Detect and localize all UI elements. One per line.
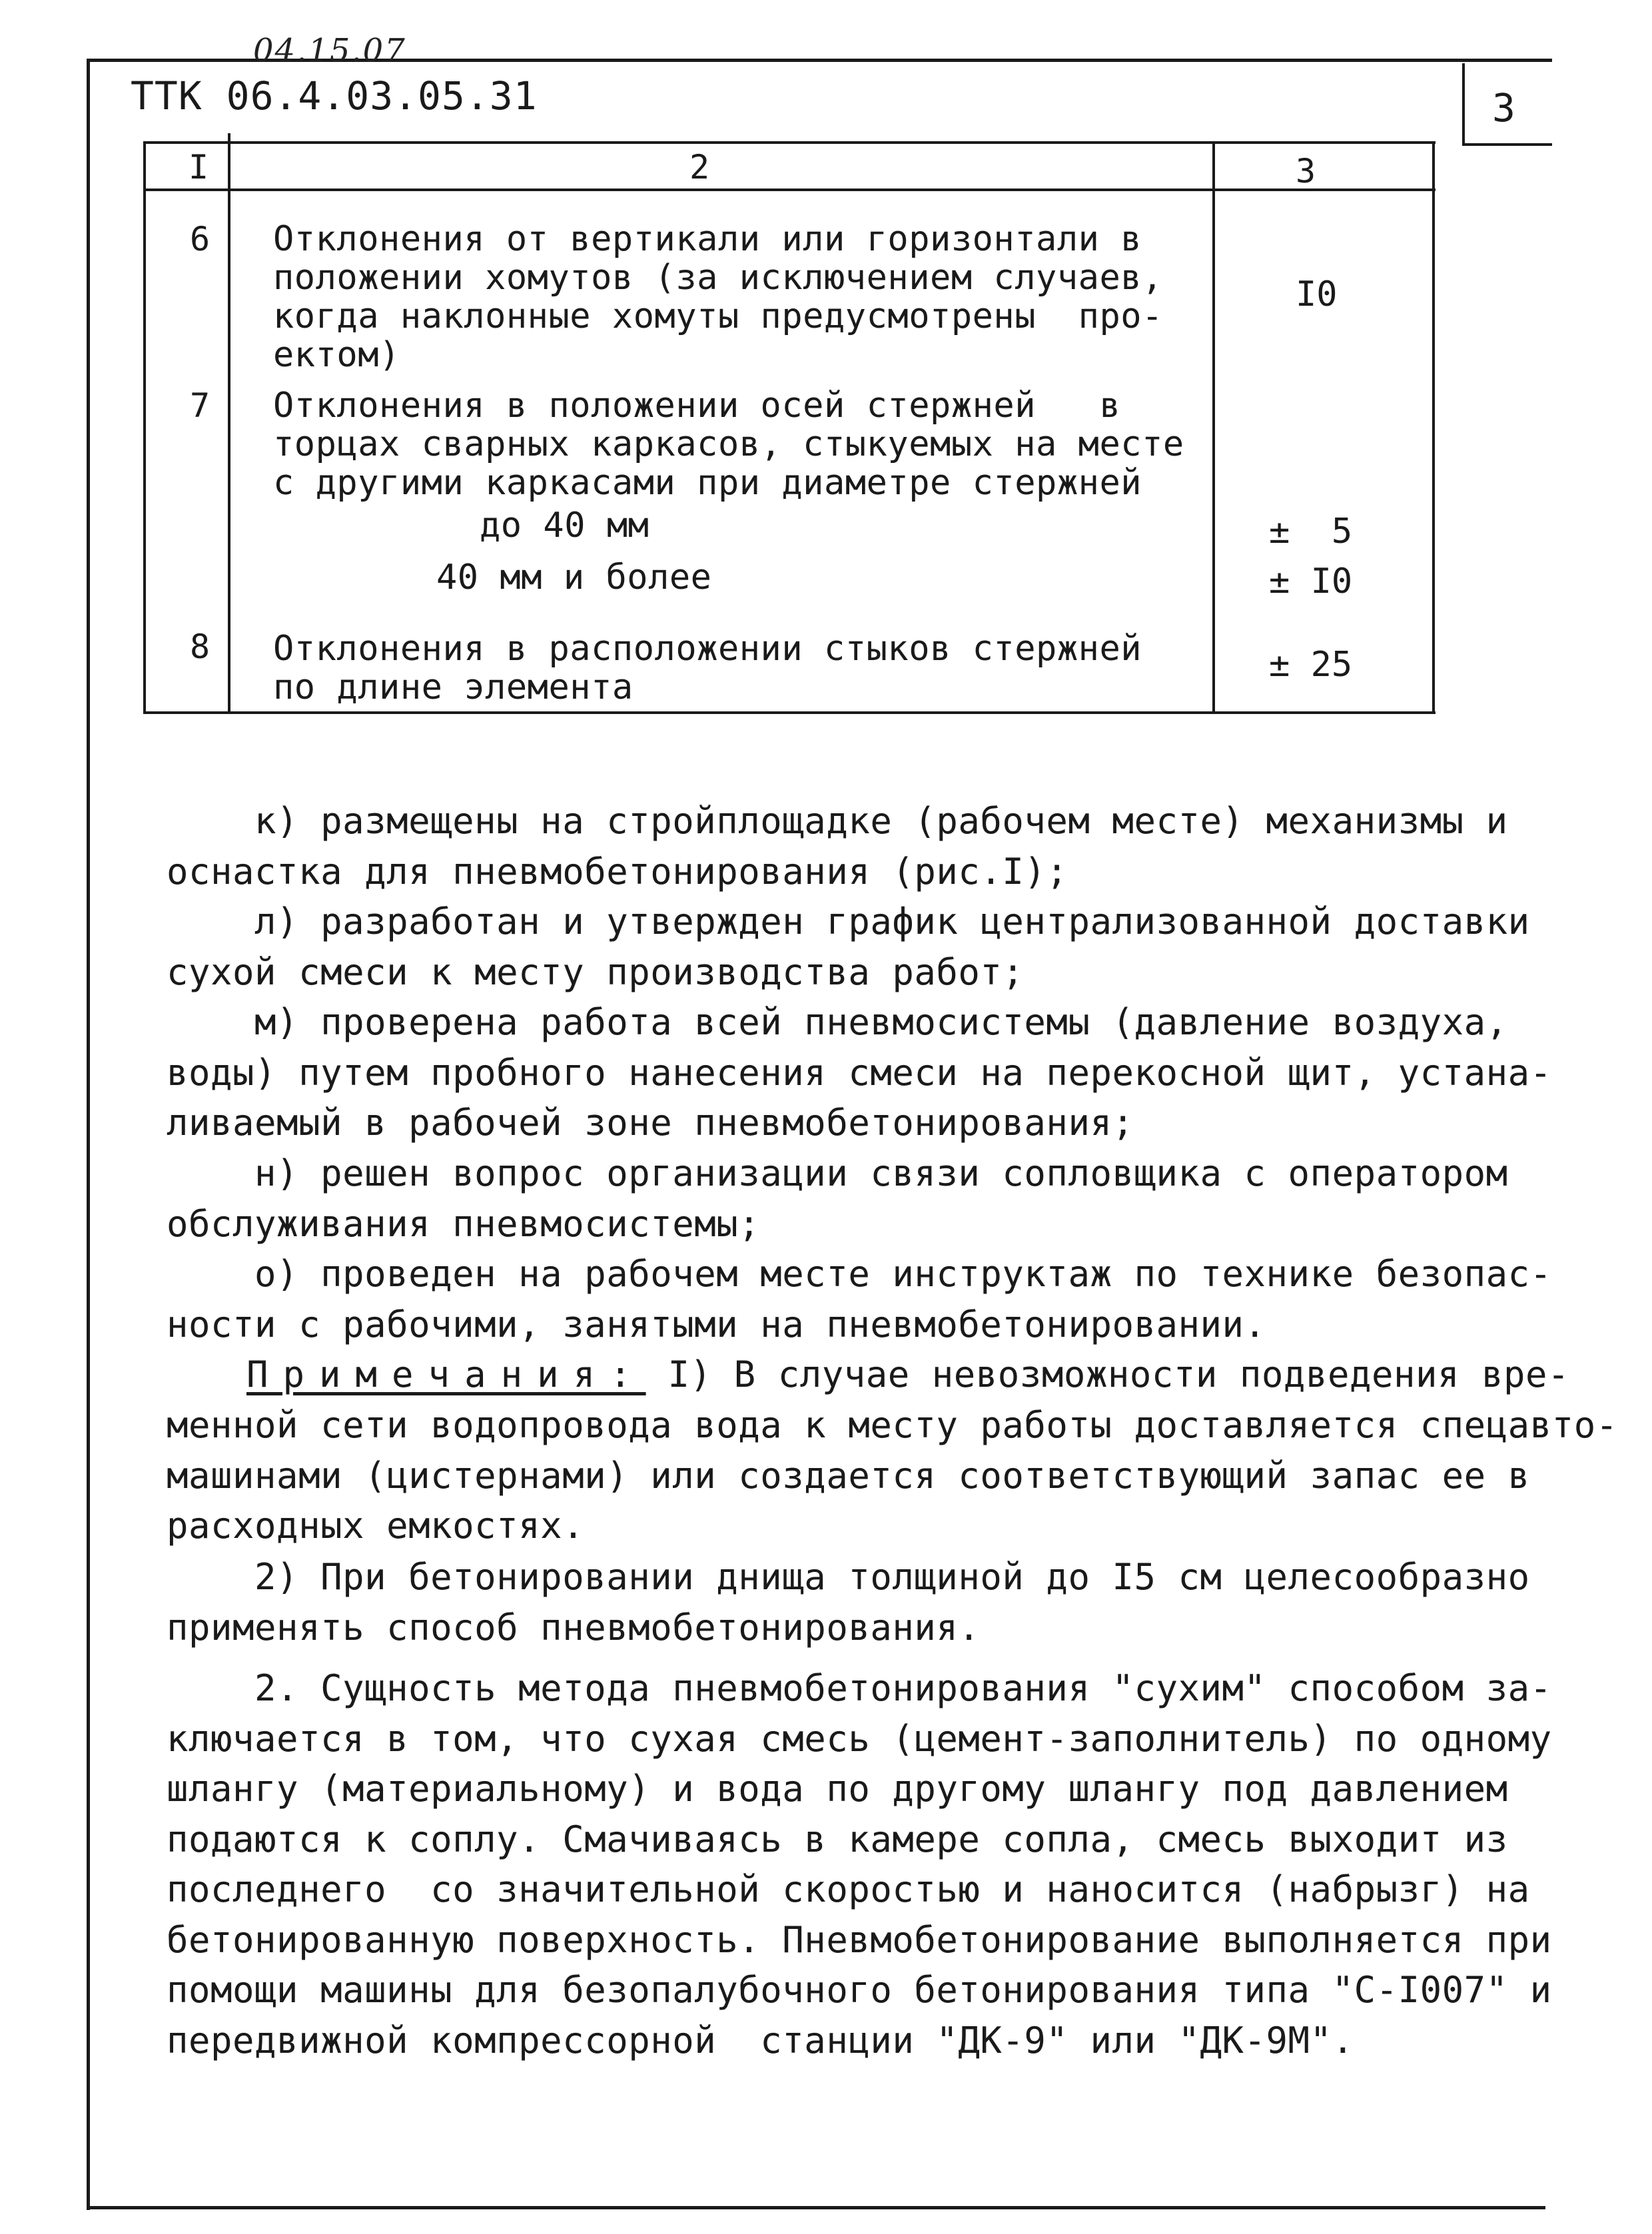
document-code: ТТК 06.4.03.05.31 bbox=[131, 73, 538, 119]
notes-label: Примечания: bbox=[246, 1353, 646, 1395]
section-2-text: 2. Сущность метода пневмобетонирования "сухим" способом за- ключается в том, что сухая смесь (цемент-заполнитель) по одному шлангу (материальному) и вода по другому шлангу под давлением подаются к соплу. Смачиваясь в камере сопла, смесь выходит из последнего со значительной скоростью и наносится (набрызг) на бетонированную поверхность. Пневмобетонирование выполняется при помощи машины для безопалубочного бетонирования типа "С-I007" и передвижной компрессорной станции "ДК-9" или "ДК-9М". bbox=[167, 1667, 1552, 2061]
table-row-text: Отклонения в положении осей стержней в торцах сварных каркасов, стыкуемых на месте с другими каркасами при диаметре стержней bbox=[273, 386, 1184, 503]
note-1-first-line bbox=[246, 1349, 1569, 1400]
note-1-start: I) В случае невозможности подведения вре- bbox=[645, 1353, 1570, 1395]
table-row-number: 6 bbox=[190, 220, 210, 258]
table-sub-value: ± I0 bbox=[1269, 561, 1353, 601]
table-row-number: 8 bbox=[190, 627, 210, 666]
table-left-line bbox=[143, 141, 146, 714]
table-header-col3: 3 bbox=[1296, 152, 1316, 190]
bottom-border bbox=[87, 2206, 1545, 2209]
table-sub-label: 40 мм и более bbox=[436, 558, 712, 597]
table-header-col1: I bbox=[189, 148, 209, 186]
table-header-line bbox=[143, 188, 1436, 191]
table-row-number: 7 bbox=[190, 386, 210, 425]
table-right-line bbox=[1432, 141, 1435, 714]
paragraph-n: н) решен вопрос организации связи сопловщика с оператором обслуживания пневмосистемы; bbox=[167, 1152, 1508, 1245]
table-sub-value: ± 5 bbox=[1269, 512, 1353, 552]
page-box-bottom bbox=[1462, 143, 1552, 146]
table-top-line bbox=[143, 141, 1436, 144]
paragraph-k: к) размещены на стройплощадке (рабочем месте) механизмы и оснастка для пневмобетонирования (рис.I); bbox=[167, 800, 1508, 893]
note-1-continuation: менной сети водопровода вода к месту работы доставляется спецавто- машинами (цистернами) или создается соответствующий запас ее в расходных емкостях. bbox=[167, 1404, 1618, 1547]
page-box-left bbox=[1462, 63, 1465, 143]
table-row-text: Отклонения от вертикали или горизонтали в положении хомутов (за исключением случаев, когда наклонные хомуты предусмотрены про- ектом) bbox=[273, 219, 1163, 375]
handwritten-date: 04.15.07 bbox=[253, 32, 406, 69]
table-bottom-line bbox=[143, 711, 1436, 714]
table-row-value: ± 25 bbox=[1269, 645, 1353, 685]
table-col-line-2 bbox=[1212, 141, 1215, 714]
table-row-text: Отклонения в расположении стыков стержней по длине элемента bbox=[273, 629, 1142, 707]
page-number: 3 bbox=[1492, 85, 1515, 131]
left-border bbox=[87, 59, 90, 2210]
table-sub-label: до 40 мм bbox=[480, 506, 649, 546]
table-header-col2: 2 bbox=[689, 148, 710, 186]
table-row-value: I0 bbox=[1296, 274, 1338, 314]
paragraph-m: м) проверена работа всей пневмосистемы (давление воздуха, воды) путем пробного нанесения смеси на перекосной щит, устана- ливаемый в рабочей зоне пневмобетонирования; bbox=[167, 1001, 1552, 1144]
table-col-line-1 bbox=[228, 133, 230, 714]
paragraph-l: л) разработан и утвержден график централизованной доставки сухой смеси к месту производства работ; bbox=[167, 901, 1530, 993]
note-2: 2) При бетонировании днища толщиной до I5 см целесообразно применять способ пневмобетонирования. bbox=[167, 1556, 1530, 1649]
paragraph-o: о) проведен на рабочем месте инструктаж по технике безопас- ности с рабочими, занятыми на пневмобетонировании. bbox=[167, 1253, 1552, 1345]
